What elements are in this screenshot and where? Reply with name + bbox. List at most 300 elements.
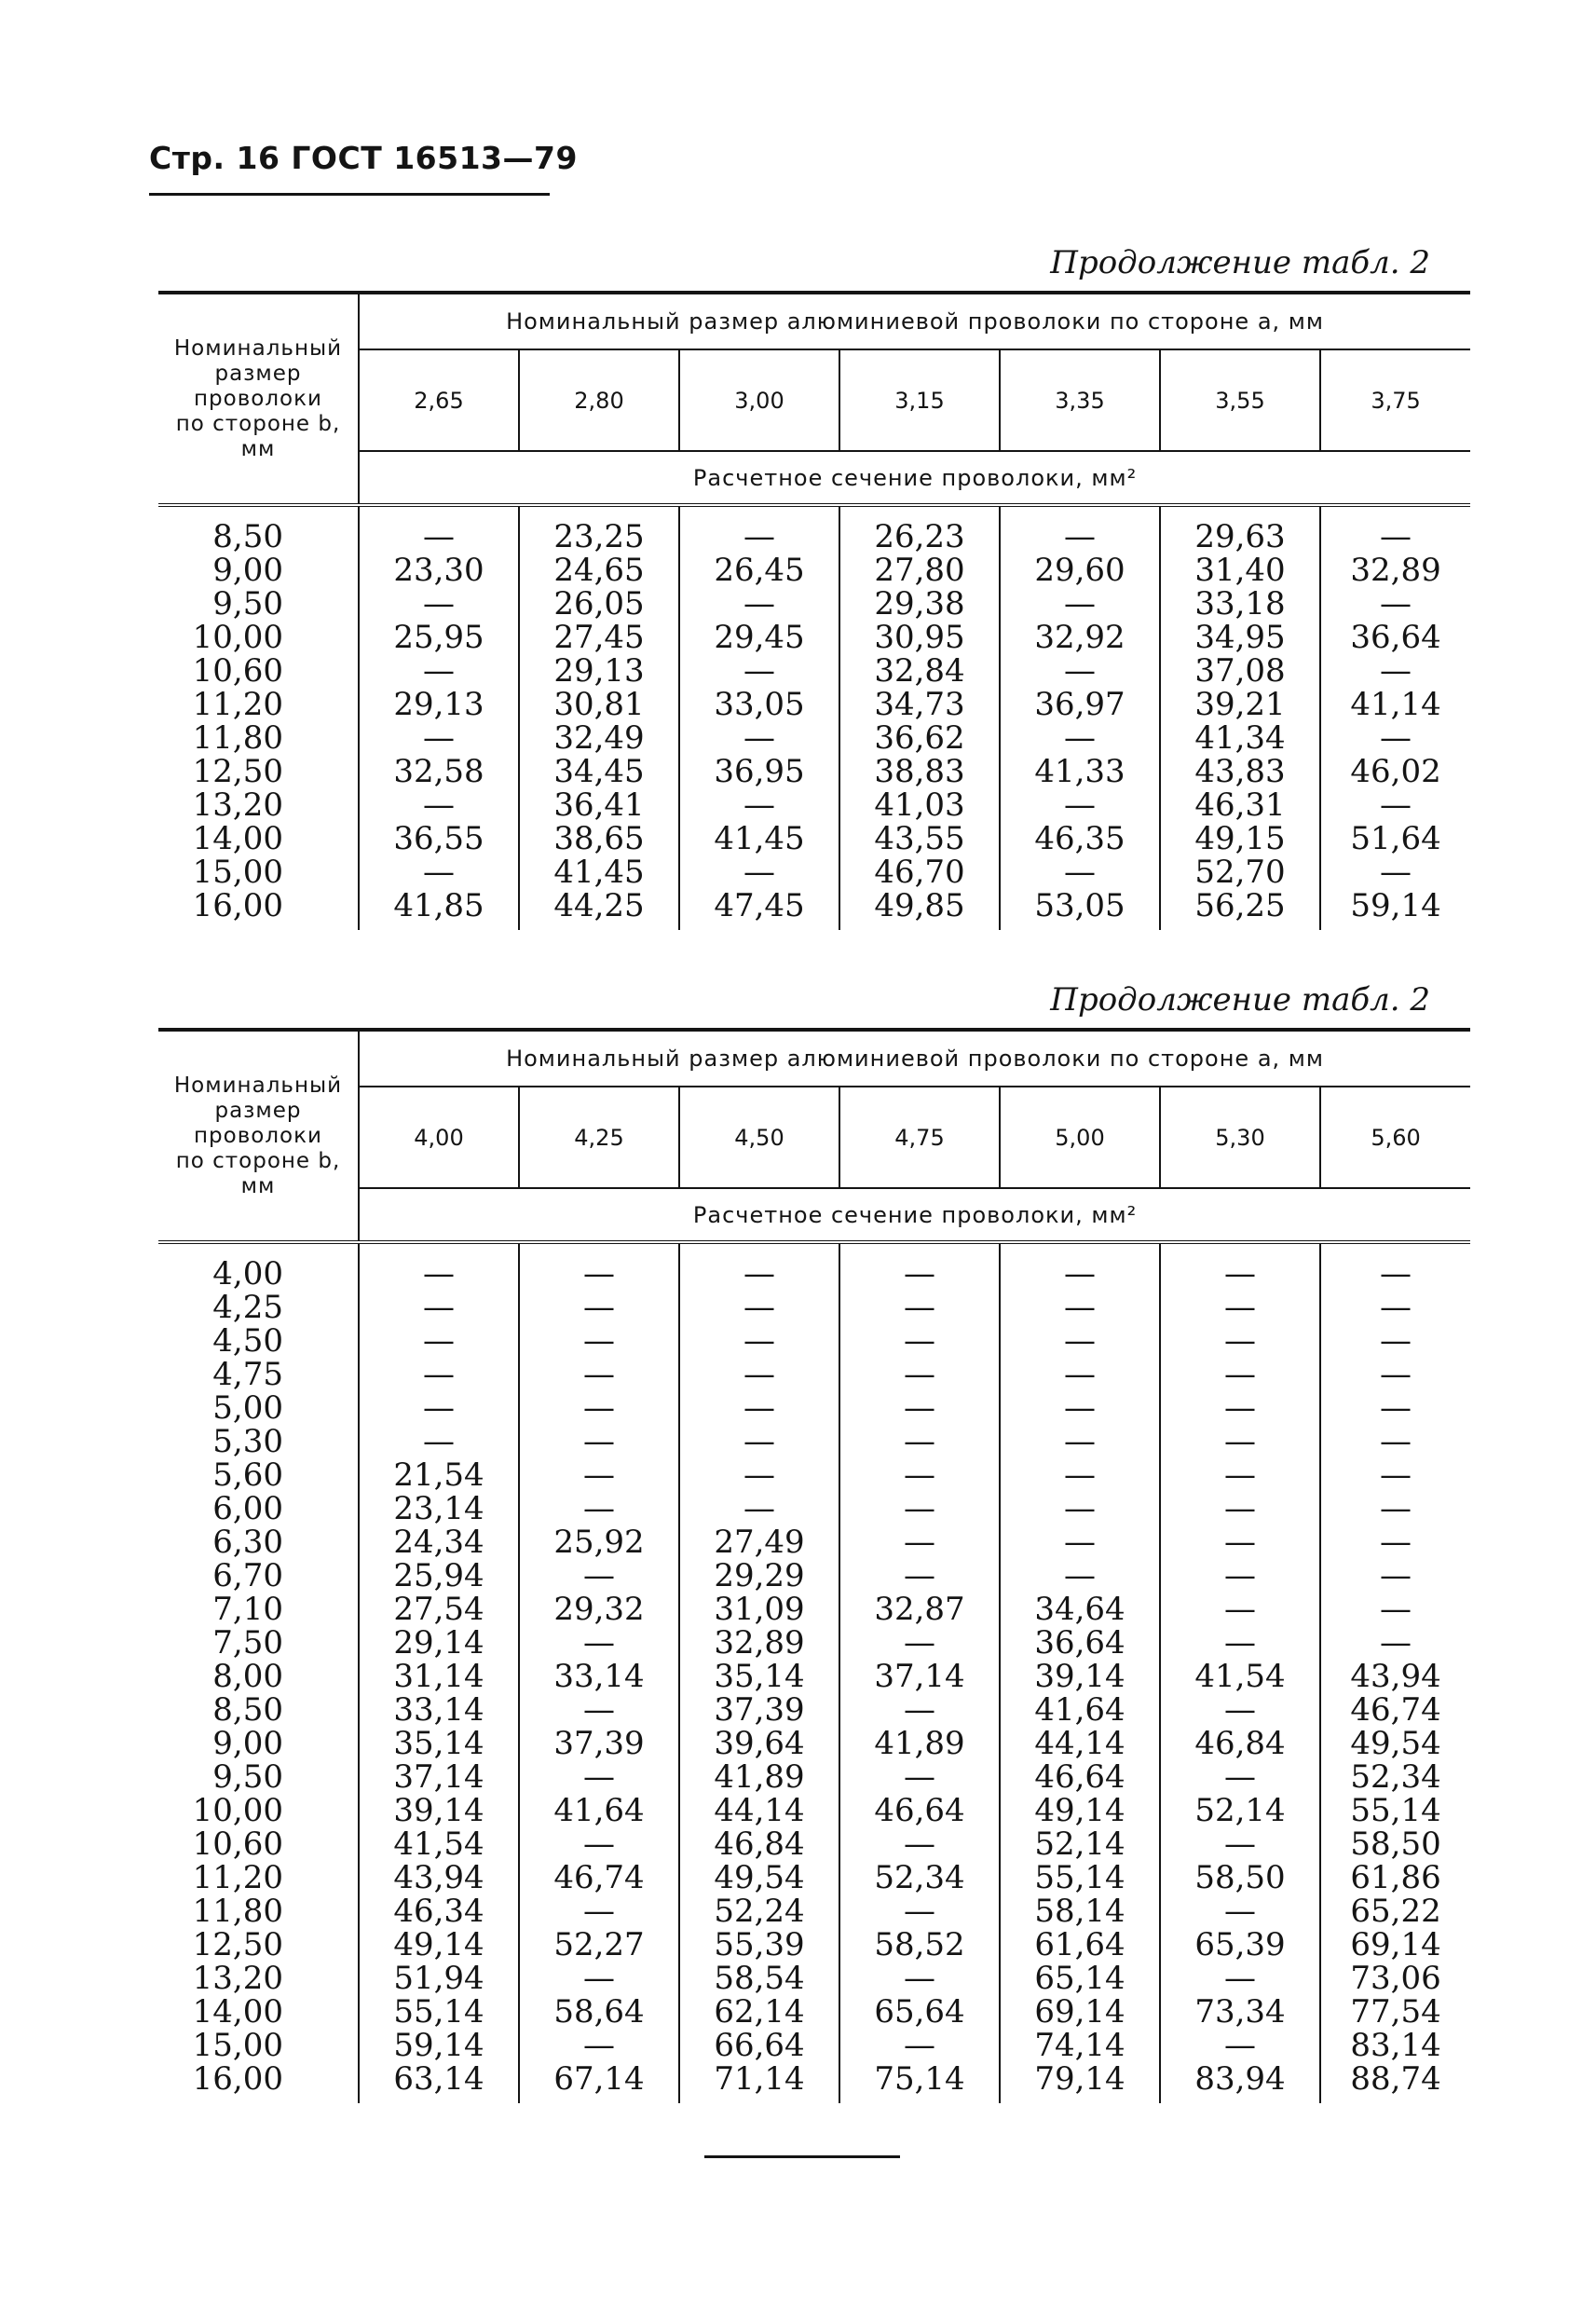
table-row [158, 1358, 1470, 1391]
table-cell: 44,14 [679, 1794, 839, 1827]
table-cell: 21,54 [359, 1458, 519, 1492]
table-cell: — [1160, 1242, 1320, 1291]
table-cell: — [1160, 1425, 1320, 1458]
table-cell: — [1000, 1525, 1160, 1559]
table-row [158, 1525, 1470, 1559]
table-cell: — [1160, 1693, 1320, 1727]
table-row [158, 1962, 1470, 1995]
table-row [158, 1928, 1470, 1962]
table-row [158, 1995, 1470, 2029]
stub-header-line: по стороне b, [175, 411, 341, 436]
row-header-b: 8,00 [158, 1660, 359, 1693]
table-cell: 53,05 [1000, 889, 1160, 930]
table-cell: 41,45 [519, 855, 679, 889]
table-cell: 23,25 [519, 505, 679, 554]
table-cell: 39,64 [679, 1727, 839, 1760]
table-cell: 24,65 [519, 554, 679, 587]
table-row [158, 1794, 1470, 1827]
table-row [158, 587, 1470, 621]
table-cell: 23,30 [359, 554, 519, 587]
table-cell: — [1000, 1324, 1160, 1358]
table-cell: — [1000, 505, 1160, 554]
row-header-b: 10,60 [158, 1827, 359, 1861]
table-cell: 46,70 [839, 855, 1000, 889]
table-cell: 46,74 [519, 1861, 679, 1894]
table-cell: 39,14 [359, 1794, 519, 1827]
table-cell: 41,34 [1160, 721, 1320, 755]
table-row [158, 688, 1470, 721]
stub-header-line: мм [240, 436, 276, 461]
table-cell: — [1380, 1624, 1412, 1661]
table-cell: 58,54 [679, 1962, 839, 1995]
table-cell: — [679, 505, 839, 554]
table-cell: — [519, 1962, 679, 1995]
table-cell: — [1000, 587, 1160, 621]
table-cell: — [679, 1425, 839, 1458]
table-cell: — [1000, 1242, 1160, 1291]
table-cell: 36,95 [679, 755, 839, 788]
table-cell: 41,64 [1000, 1693, 1160, 1727]
table-cell: 37,14 [359, 1760, 519, 1794]
column-header-a: 5,60 [1320, 1087, 1470, 1188]
table-cell: — [1380, 518, 1412, 555]
table-cell: 73,34 [1160, 1995, 1320, 2029]
table-cell: 88,74 [1350, 2060, 1441, 2098]
table-cell: 66,64 [679, 2029, 839, 2062]
table-cell: 41,64 [519, 1794, 679, 1827]
row-header-b: 9,50 [158, 587, 359, 621]
table-cell: — [1160, 1559, 1320, 1593]
table-cell: — [1000, 654, 1160, 688]
page-header: Стр. 16 ГОСТ 16513—79 [149, 140, 578, 176]
table-cell: — [679, 1291, 839, 1324]
table-cell: 67,14 [519, 2062, 679, 2103]
table-cell: 34,95 [1160, 621, 1320, 654]
table-cell: 43,94 [359, 1861, 519, 1894]
table-cell: 55,39 [679, 1928, 839, 1962]
table-cell: — [1000, 721, 1160, 755]
table-cell: — [679, 1358, 839, 1391]
table-cell: — [519, 1760, 679, 1794]
table-row [158, 1242, 1470, 1291]
table-cell: 49,15 [1160, 822, 1320, 855]
table-cell: — [359, 721, 519, 755]
table-cell: 33,14 [359, 1693, 519, 1727]
row-header-b: 5,00 [158, 1391, 359, 1425]
table-cell: 31,09 [679, 1593, 839, 1626]
table-cell: 52,34 [1350, 1758, 1441, 1796]
table-cell: — [1160, 1458, 1320, 1492]
table-cell: 75,14 [839, 2062, 1000, 2103]
column-header-a: 4,00 [359, 1087, 519, 1188]
table-cell: — [679, 788, 839, 822]
table-cell: 38,65 [519, 822, 679, 855]
sub-header: Расчетное сечение проволоки, мм² [359, 1188, 1470, 1242]
table-cell: 32,58 [359, 755, 519, 788]
table-cell: 41,89 [839, 1727, 1000, 1760]
table-cell: 83,94 [1160, 2062, 1320, 2103]
table-cell: 37,39 [679, 1693, 839, 1727]
row-header-b: 11,80 [158, 721, 359, 755]
group-header: Номинальный размер алюминиевой проволоки по стороне a, мм [359, 293, 1470, 349]
table-cell: — [359, 654, 519, 688]
table-cell: — [359, 855, 519, 889]
table-row [158, 621, 1470, 654]
table-cell: 83,14 [1350, 2027, 1441, 2064]
table-row [158, 788, 1470, 822]
table-cell: — [519, 1894, 679, 1928]
table-cell: 32,89 [1350, 552, 1441, 589]
table-cell: — [839, 1358, 1000, 1391]
table-cell: — [1000, 1358, 1160, 1391]
table-cell: — [1000, 1492, 1160, 1525]
table-cell: 27,54 [359, 1593, 519, 1626]
stub-header [158, 293, 359, 505]
stub-header-line: размер [214, 1098, 302, 1123]
table-cell: 41,03 [839, 788, 1000, 822]
table-cell: 41,85 [359, 889, 519, 930]
row-header-b: 4,25 [158, 1291, 359, 1324]
table-cell: 29,13 [359, 688, 519, 721]
table-cell: 29,38 [839, 587, 1000, 621]
table-cell: 61,64 [1000, 1928, 1160, 1962]
table-row [158, 2062, 1470, 2103]
table-cell: 29,45 [679, 621, 839, 654]
table-cell: — [679, 1458, 839, 1492]
table-cell: 39,21 [1160, 688, 1320, 721]
table-cell: — [679, 1492, 839, 1525]
table-cell: 33,05 [679, 688, 839, 721]
table-cell: 46,84 [679, 1827, 839, 1861]
row-header-b: 11,20 [158, 688, 359, 721]
row-header-b: 5,30 [158, 1425, 359, 1458]
table-cell: 25,94 [359, 1559, 519, 1593]
row-header-b: 9,50 [158, 1760, 359, 1794]
table-cell: 32,49 [519, 721, 679, 755]
table-cell: 31,14 [359, 1660, 519, 1693]
table-cell: 56,25 [1160, 889, 1320, 930]
table-cell: 62,14 [679, 1995, 839, 2029]
table-cell: 36,64 [1350, 619, 1441, 656]
table-cell: — [359, 1242, 519, 1291]
row-header-b: 5,60 [158, 1458, 359, 1492]
table-cell: 25,92 [519, 1525, 679, 1559]
table-cell: — [839, 2029, 1000, 2062]
table-cell: — [679, 721, 839, 755]
table-cell: 26,05 [519, 587, 679, 621]
table-cell: — [839, 1391, 1000, 1425]
table-cell: — [1380, 585, 1412, 622]
table-cell: — [519, 1324, 679, 1358]
bottom-rule [704, 2155, 900, 2158]
table-cell: 34,64 [1000, 1593, 1160, 1626]
table-cell: 29,29 [679, 1559, 839, 1593]
table-row [158, 855, 1470, 889]
table-cell: — [679, 1242, 839, 1291]
table-cell: 46,34 [359, 1894, 519, 1928]
column-header-a: 5,00 [1000, 1087, 1160, 1188]
table-cell: — [1160, 1358, 1320, 1391]
table-cell: — [1380, 854, 1412, 891]
row-header-b: 8,50 [158, 1693, 359, 1727]
stub-header-line: мм [240, 1173, 276, 1198]
table-cell: 49,85 [839, 889, 1000, 930]
table-cell: 36,55 [359, 822, 519, 855]
table-row [158, 1760, 1470, 1794]
table-caption-1: Продолжение табл. 2 [1050, 244, 1430, 281]
table-cell: 46,35 [1000, 822, 1160, 855]
row-header-b: 14,00 [158, 1995, 359, 2029]
table-cell: — [1160, 1626, 1320, 1660]
table-row [158, 1425, 1470, 1458]
table-cell: 65,22 [1350, 1893, 1441, 1930]
table-cell: — [839, 1559, 1000, 1593]
table-cell: 32,89 [679, 1626, 839, 1660]
table-cell: — [1000, 1458, 1160, 1492]
table-cell: — [519, 1425, 679, 1458]
table-row [158, 1660, 1470, 1693]
table-row [158, 1458, 1470, 1492]
column-header-a: 4,50 [679, 1087, 839, 1188]
table-cell: 26,45 [679, 554, 839, 587]
table-row [158, 1626, 1470, 1660]
table-cell: 58,52 [839, 1928, 1000, 1962]
table-cell: — [359, 1358, 519, 1391]
table-row [158, 1492, 1470, 1525]
table-cell: — [519, 2029, 679, 2062]
table-cell: 46,64 [1000, 1760, 1160, 1794]
table-cell: — [1380, 719, 1412, 757]
column-header-a: 3,00 [679, 349, 839, 451]
table-cell: 27,49 [679, 1525, 839, 1559]
table-cell: — [839, 1458, 1000, 1492]
table-cell: — [839, 1425, 1000, 1458]
row-header-b: 4,00 [158, 1242, 359, 1291]
table-cell: — [679, 1391, 839, 1425]
table-row [158, 1291, 1470, 1324]
table-cell: 41,14 [1350, 686, 1441, 723]
table-cell: — [1160, 1291, 1320, 1324]
table-cell: 52,14 [1160, 1794, 1320, 1827]
stub-header-line: проволоки [194, 1123, 322, 1148]
table-row [158, 1391, 1470, 1425]
table-cell: 29,13 [519, 654, 679, 688]
table-row [158, 1593, 1470, 1626]
row-header-b: 12,50 [158, 1928, 359, 1962]
table-cell: 36,41 [519, 788, 679, 822]
row-header-b: 11,80 [158, 1894, 359, 1928]
row-header-b: 10,00 [158, 1794, 359, 1827]
row-header-b: 15,00 [158, 2029, 359, 2062]
table-cell: 73,06 [1350, 1960, 1441, 1997]
table-cell: — [679, 587, 839, 621]
table-cell: 46,31 [1160, 788, 1320, 822]
table-cell: 26,23 [839, 505, 1000, 554]
table-cell: — [519, 1358, 679, 1391]
table-cell: 32,84 [839, 654, 1000, 688]
table-cell: — [359, 587, 519, 621]
row-header-b: 7,10 [158, 1593, 359, 1626]
table-cell: — [839, 1693, 1000, 1727]
table-cell: — [519, 1492, 679, 1525]
table-cell: 41,54 [1160, 1660, 1320, 1693]
table-cell: — [679, 855, 839, 889]
table-cell: — [359, 505, 519, 554]
table-cell: 38,83 [839, 755, 1000, 788]
table-cell: — [1380, 652, 1412, 690]
column-header-a: 4,75 [839, 1087, 1000, 1188]
table-cell: — [1000, 855, 1160, 889]
table-caption-2: Продолжение табл. 2 [1050, 981, 1430, 1019]
table-cell: 52,24 [679, 1894, 839, 1928]
table-cell: 55,14 [359, 1995, 519, 2029]
row-header-b: 15,00 [158, 855, 359, 889]
table-cell: — [1380, 1490, 1412, 1527]
row-header-b: 9,00 [158, 554, 359, 587]
table-cell: 58,14 [1000, 1894, 1160, 1928]
row-header-b: 9,00 [158, 1727, 359, 1760]
table-cell: 41,54 [359, 1827, 519, 1861]
row-header-b: 6,30 [158, 1525, 359, 1559]
table-cell: 49,14 [1000, 1794, 1160, 1827]
page-header-rule [149, 193, 550, 196]
table-cell: 61,86 [1350, 1859, 1441, 1896]
row-header-b: 13,20 [158, 1962, 359, 1995]
table-cell: 59,14 [359, 2029, 519, 2062]
table-cell: 35,14 [359, 1727, 519, 1760]
table-cell: 49,14 [359, 1928, 519, 1962]
table-cell: — [359, 1324, 519, 1358]
row-header-b: 6,00 [158, 1492, 359, 1525]
table-cell: 47,45 [679, 889, 839, 930]
table-cell: 34,45 [519, 755, 679, 788]
stub-header-line: Номинальный [173, 335, 343, 361]
row-header-b: 13,20 [158, 788, 359, 822]
table-cell: — [1160, 1593, 1320, 1626]
table-cell: 55,14 [1000, 1861, 1160, 1894]
table-cell: 58,50 [1350, 1826, 1441, 1863]
table-cell: — [1160, 1324, 1320, 1358]
table-cell: 33,18 [1160, 587, 1320, 621]
table-row [158, 654, 1470, 688]
table-cell: — [1160, 1391, 1320, 1425]
table-cell: 65,39 [1160, 1928, 1320, 1962]
table-cell: — [1380, 1356, 1412, 1393]
table-cell: — [1380, 1423, 1412, 1460]
table-row [158, 1559, 1470, 1593]
row-header-b: 16,00 [158, 2062, 359, 2103]
table-cell: 37,14 [839, 1660, 1000, 1693]
table-cell: — [519, 1458, 679, 1492]
table-cell: 27,45 [519, 621, 679, 654]
table-cell: — [1380, 1524, 1412, 1561]
stub-header-line: размер [214, 361, 302, 386]
table-row [158, 1861, 1470, 1894]
table-cell: 69,14 [1350, 1926, 1441, 1963]
wire-section-table-2 [158, 1028, 1470, 2103]
row-header-b: 16,00 [158, 889, 359, 930]
table-cell: 29,60 [1000, 554, 1160, 587]
table-cell: 74,14 [1000, 2029, 1160, 2062]
table-cell: 51,64 [1350, 820, 1441, 857]
table-cell: — [519, 1242, 679, 1291]
table-cell: — [1160, 2029, 1320, 2062]
column-header-a: 3,55 [1160, 349, 1320, 451]
table-cell: 46,02 [1350, 753, 1441, 790]
row-header-b: 7,50 [158, 1626, 359, 1660]
table-cell: 36,97 [1000, 688, 1160, 721]
table-cell: — [839, 1291, 1000, 1324]
column-header-a: 3,35 [1000, 349, 1160, 451]
table-cell: 24,34 [359, 1525, 519, 1559]
table-row [158, 2029, 1470, 2062]
table-row [158, 1827, 1470, 1861]
table-cell: — [519, 1626, 679, 1660]
table-cell: 36,62 [839, 721, 1000, 755]
table-cell: 49,54 [679, 1861, 839, 1894]
stub-header-line: Номинальный [173, 1073, 343, 1098]
table-row [158, 554, 1470, 587]
table-cell: — [1000, 1559, 1160, 1593]
table-cell: 79,14 [1000, 2062, 1160, 2103]
column-header-a: 3,15 [839, 349, 1000, 451]
table-cell: 39,14 [1000, 1660, 1160, 1693]
table-cell: 29,14 [359, 1626, 519, 1660]
table-cell: 55,14 [1350, 1792, 1441, 1829]
table-cell: 63,14 [359, 2062, 519, 2103]
sub-header: Расчетное сечение проволоки, мм² [359, 451, 1470, 505]
table-cell: 37,08 [1160, 654, 1320, 688]
table-cell: 34,73 [839, 688, 1000, 721]
table-cell: — [1160, 1827, 1320, 1861]
column-header-a: 5,30 [1160, 1087, 1320, 1188]
table-cell: 41,45 [679, 822, 839, 855]
column-header-a: 4,25 [519, 1087, 679, 1188]
table-cell: 59,14 [1350, 887, 1441, 924]
table-cell: 36,64 [1000, 1626, 1160, 1660]
row-header-b: 6,70 [158, 1559, 359, 1593]
table-row [158, 1324, 1470, 1358]
table-cell: 30,95 [839, 621, 1000, 654]
table-cell: 37,39 [519, 1727, 679, 1760]
table-cell: — [1160, 1962, 1320, 1995]
table-cell: 58,50 [1160, 1861, 1320, 1894]
table-cell: 46,64 [839, 1794, 1000, 1827]
table-cell: 44,25 [519, 889, 679, 930]
table-cell: — [839, 1242, 1000, 1291]
table-cell: 51,94 [359, 1962, 519, 1995]
table-cell: — [839, 1760, 1000, 1794]
table-cell: 31,40 [1160, 554, 1320, 587]
table-cell: — [1160, 1492, 1320, 1525]
table-cell: — [839, 1324, 1000, 1358]
table-cell: 30,81 [519, 688, 679, 721]
row-header-b: 8,50 [158, 505, 359, 554]
table-cell: — [359, 1291, 519, 1324]
table-cell: 69,14 [1000, 1995, 1160, 2029]
table-cell: — [839, 1827, 1000, 1861]
table-cell: — [1380, 1389, 1412, 1427]
column-header-a: 2,80 [519, 349, 679, 451]
table-cell: 65,14 [1000, 1962, 1160, 1995]
table-row [158, 1727, 1470, 1760]
table-cell: 43,55 [839, 822, 1000, 855]
table-row [158, 1693, 1470, 1727]
table-cell: — [359, 1391, 519, 1425]
table-row [158, 889, 1470, 930]
table-cell: — [1000, 1425, 1160, 1458]
table-cell: — [839, 1962, 1000, 1995]
